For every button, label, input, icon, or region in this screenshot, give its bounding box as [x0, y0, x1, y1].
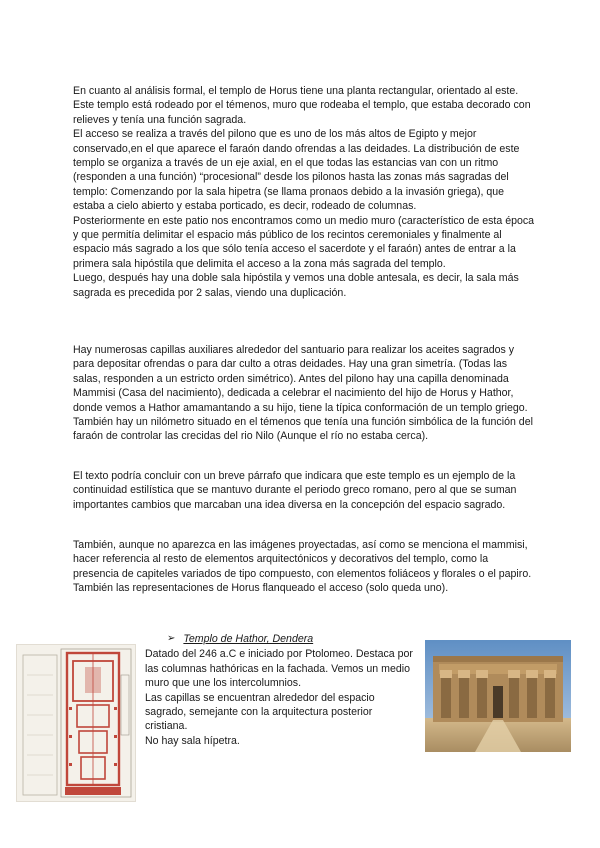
caption-line: No hay sala hípetra. [145, 734, 240, 747]
floor-plan-drawing [17, 645, 135, 801]
temple-photo-drawing [425, 640, 571, 752]
caption-title: Templo de Hathor, Dendera [183, 633, 314, 645]
paragraph: Posteriormente en este patio nos encontramos como un medio muro (característico de esta época y que permitía delimitar el espacio más público de los recintos ceremoniales y finalmente al espacio más sagrado a los que sólo tenía acceso el sacerdote y el faraón) antes de entrar a la primera sala hipóstila que delimita el acceso a la zona más sagrada del templo. [73, 214, 535, 270]
paragraph: También, aunque no aparezca en las imágenes proyectadas, así como se menciona el mammisi, hacer referencia al resto de elementos arquitectónicos y decorativos del templo, como la presencia de capiteles variados de tipo compuesto, con elementos foliáceos y florales o el papiro. También las representaciones de Horus flanqueado el acceso (solo queda uno). [73, 539, 532, 595]
hathor-temple-photo [425, 640, 571, 752]
analysis-section [73, 84, 535, 300]
paragraph: En cuanto al análisis formal, el templo de Horus tiene una planta rectangular, orientado al este. Este templo está rodeado por el témenos, muro que rodeaba el templo, que estaba decorado con relieves y tenía una función sagrada. [73, 85, 531, 126]
caption-line: Las capillas se encuentran alrededor del espacio sagrado, semejante con la arquitectura posterior cristiana. [145, 691, 375, 733]
temple-floor-plan-image [16, 644, 136, 802]
additional-section [73, 538, 535, 596]
conclusion-section [73, 469, 535, 512]
arrow-bullet-icon: ➢ [167, 633, 176, 644]
caption-heading [167, 632, 417, 646]
hathor-caption [145, 632, 417, 748]
paragraph: El texto podría concluir con un breve párrafo que indicara que este templo es un ejemplo de la continuidad estilística que se mantuvo durante el periodo greco romano, pero al que se suman importantes cambios que marcaban una idea diversa en la concepción del espacio sagrado. [73, 470, 517, 511]
caption-line: Datado del 246 a.C e iniciado por Ptolomeo. Destaca por las columnas hathóricas en la fachada. Vemos un medio muro que une los intercolumnios. [145, 648, 413, 690]
chapels-section [73, 343, 535, 444]
paragraph: Hay numerosas capillas auxiliares alrededor del santuario para realizar los aceites sagrados y para depositar ofrendas o para dar culto a otras deidades. Hay una gran simetría. (Todas las salas, responden a un estricto orden simétrico). Antes del pilono hay una capilla denominada Mammisi (Casa del nacimiento), dedicada a celebrar el nacimiento del hijo de Horus y Hathor, donde vemos a Hathor amamantando a su hijo, tiene la típica conformación de un templo griego. También hay un nilómetro situado en el témenos que tenía una función simbólica de la función del faraón de controlar las crecidas del rio Nilo (Aunque el río no estaba cerca). [73, 344, 533, 443]
paragraph: Luego, después hay una doble sala hipóstila y vemos una doble antesala, es decir, la sala más sagrada es precedida por 2 salas, viendo una duplicación. [73, 272, 519, 299]
paragraph: El acceso se realiza a través del pilono que es uno de los más altos de Egipto y mejor conservado,en el que aparece el faraón dando ofrendas a las deidades. La distribución de este templo se organiza a través de un eje axial, en el que todas las estancias van con un ritmo (responden a una función) “procesional” desde los pilonos hasta las zonas más sagradas del templo: Comenzando por la sala hipetra (se llama pronaos debido a la invasión griega), que estaba a cielo abierto y estaba porticado, es decir, rodeado de columnas. [73, 128, 520, 213]
